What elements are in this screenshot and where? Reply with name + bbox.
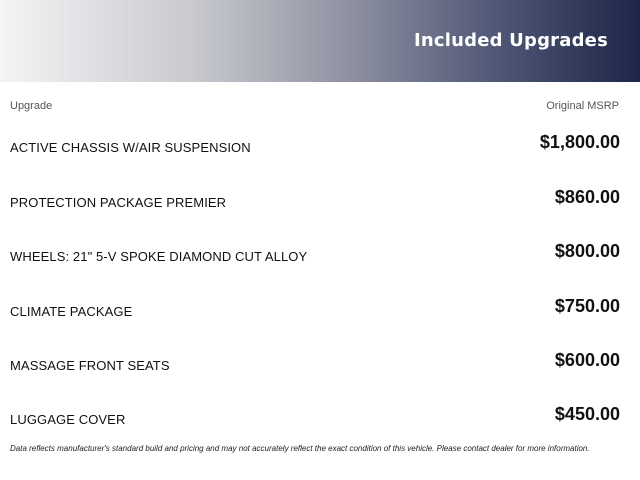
upgrade-name: LUGGAGE COVER: [10, 412, 126, 427]
upgrade-row: [10, 132, 620, 162]
upgrade-name: CLIMATE PACKAGE: [10, 304, 133, 319]
upgrade-row: [10, 187, 620, 217]
upgrade-name: ACTIVE CHASSIS W/AIR SUSPENSION: [10, 140, 251, 155]
upgrade-name: MASSAGE FRONT SEATS: [10, 358, 170, 373]
upgrade-name: WHEELS: 21" 5-V SPOKE DIAMOND CUT ALLOY: [10, 249, 308, 264]
column-header-msrp: Original MSRP: [546, 100, 619, 112]
upgrade-price: $750.00: [554, 296, 620, 316]
page-title: Included Upgrades: [413, 30, 608, 51]
upgrade-price: $800.00: [554, 241, 620, 261]
disclaimer-text: Data reflects manufacturer's standard build and pricing and may not accurately reflect the exact condition of this vehicle. Please contact dealer for more information.: [10, 444, 590, 453]
upgrade-row: [10, 296, 620, 326]
upgrade-price: $1,800.00: [539, 132, 620, 152]
upgrade-row: [10, 404, 620, 434]
upgrade-name: PROTECTION PACKAGE PREMIER: [10, 195, 227, 210]
upgrade-price: $450.00: [554, 404, 620, 424]
upgrade-price: $600.00: [554, 350, 620, 370]
upgrade-row: [10, 350, 620, 380]
column-header-upgrade: Upgrade: [10, 100, 53, 112]
upgrade-price: $860.00: [554, 187, 620, 207]
header-banner: [0, 0, 640, 82]
upgrade-row: [10, 241, 620, 271]
